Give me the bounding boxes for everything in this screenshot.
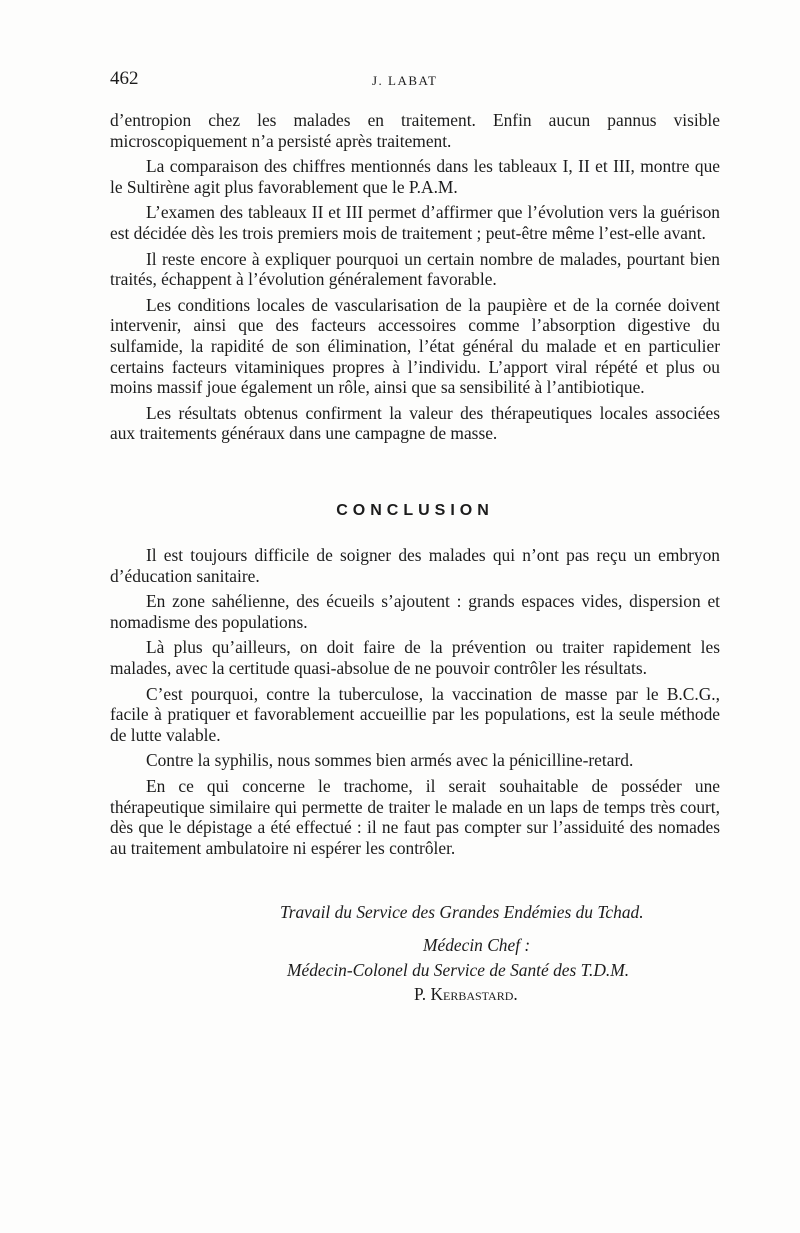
signature-name: P. Kerbastard. <box>414 984 518 1004</box>
page-header <box>110 68 720 92</box>
paragraph: Contre la syphilis, nous sommes bien armés avec la pénicilline-retard. <box>146 750 634 771</box>
paragraph: Il reste encore à expliquer pourquoi un certain nombre de malades, pourtant bien traités, échappent à l’évolution généralement favorable. <box>110 248 720 290</box>
conclusion-section <box>110 545 720 863</box>
running-head-author: J. LABAT <box>372 73 438 88</box>
paragraph: Là plus qu’ailleurs, on doit faire de la prévention ou traiter rapidement les malades, avec la certitude quasi-absolue de ne pouvoir contrôler les résultats. <box>110 637 720 678</box>
discussion-section <box>110 110 720 449</box>
signature-service: Travail du Service des Grandes Endémies du Tchad. <box>280 902 644 922</box>
paragraph: Les conditions locales de vascularisation de la paupière et de la cornée doivent intervenir, ainsi que des facteurs accessoires comme l’absorption digestive du sulfamide, la rapidité de son élimination, l’état général du malade et en particulier certains facteurs vitaminiques propres à l’individu. L’apport viral répété et plus ou moins massif joue également un rôle, ainsi que sa sensibilité à l’antibiotique. <box>110 294 720 398</box>
paragraph: Les résultats obtenus confirment la valeur des thérapeutiques locales associées aux traitements généraux dans une campagne de masse. <box>110 402 720 444</box>
signature-role: Médecin Chef : <box>423 935 531 955</box>
paragraph: L’examen des tableaux II et III permet d’affirmer que l’évolution vers la guérison est décidée dès les trois premiers mois de traitement ; peut-être même l’est-elle avant. <box>110 202 720 243</box>
paragraph: d’entropion chez les malades en traitement. Enfin aucun pannus visible microscopiquement n’a persisté après traitement. <box>110 110 720 151</box>
paragraph: En ce qui concerne le trachome, il serait souhaitable de posséder une thérapeutique similaire qui permette de traiter le malade en un laps de temps très court, dès que le dépistage a été effectué : il ne faut pas compter sur l’assiduité des nomades au traitement ambulatoire ni espérer les contrôler. <box>110 775 720 858</box>
signature-title: Médecin-Colonel du Service de Santé des T.D.M. <box>287 960 630 980</box>
paragraph: Il est toujours difficile de soigner des malades qui n’ont pas reçu un embryon d’éducation sanitaire. <box>110 545 720 586</box>
paragraph: En zone sahélienne, des écueils s’ajoutent : grands espaces vides, dispersion et nomadisme des populations. <box>110 591 720 632</box>
paragraph: La comparaison des chiffres mentionnés dans les tableaux I, II et III, montre que le Sultirène agit plus favorablement que le P.A.M. <box>110 156 720 197</box>
conclusion-heading: CONCLUSION <box>336 502 494 519</box>
paragraph: C’est pourquoi, contre la tuberculose, la vaccination de masse par le B.C.G., facile à pratiquer et favorablement accueillie par les populations, est la seule méthode de lutte valable. <box>110 683 720 745</box>
page-number: 462 <box>110 68 139 89</box>
